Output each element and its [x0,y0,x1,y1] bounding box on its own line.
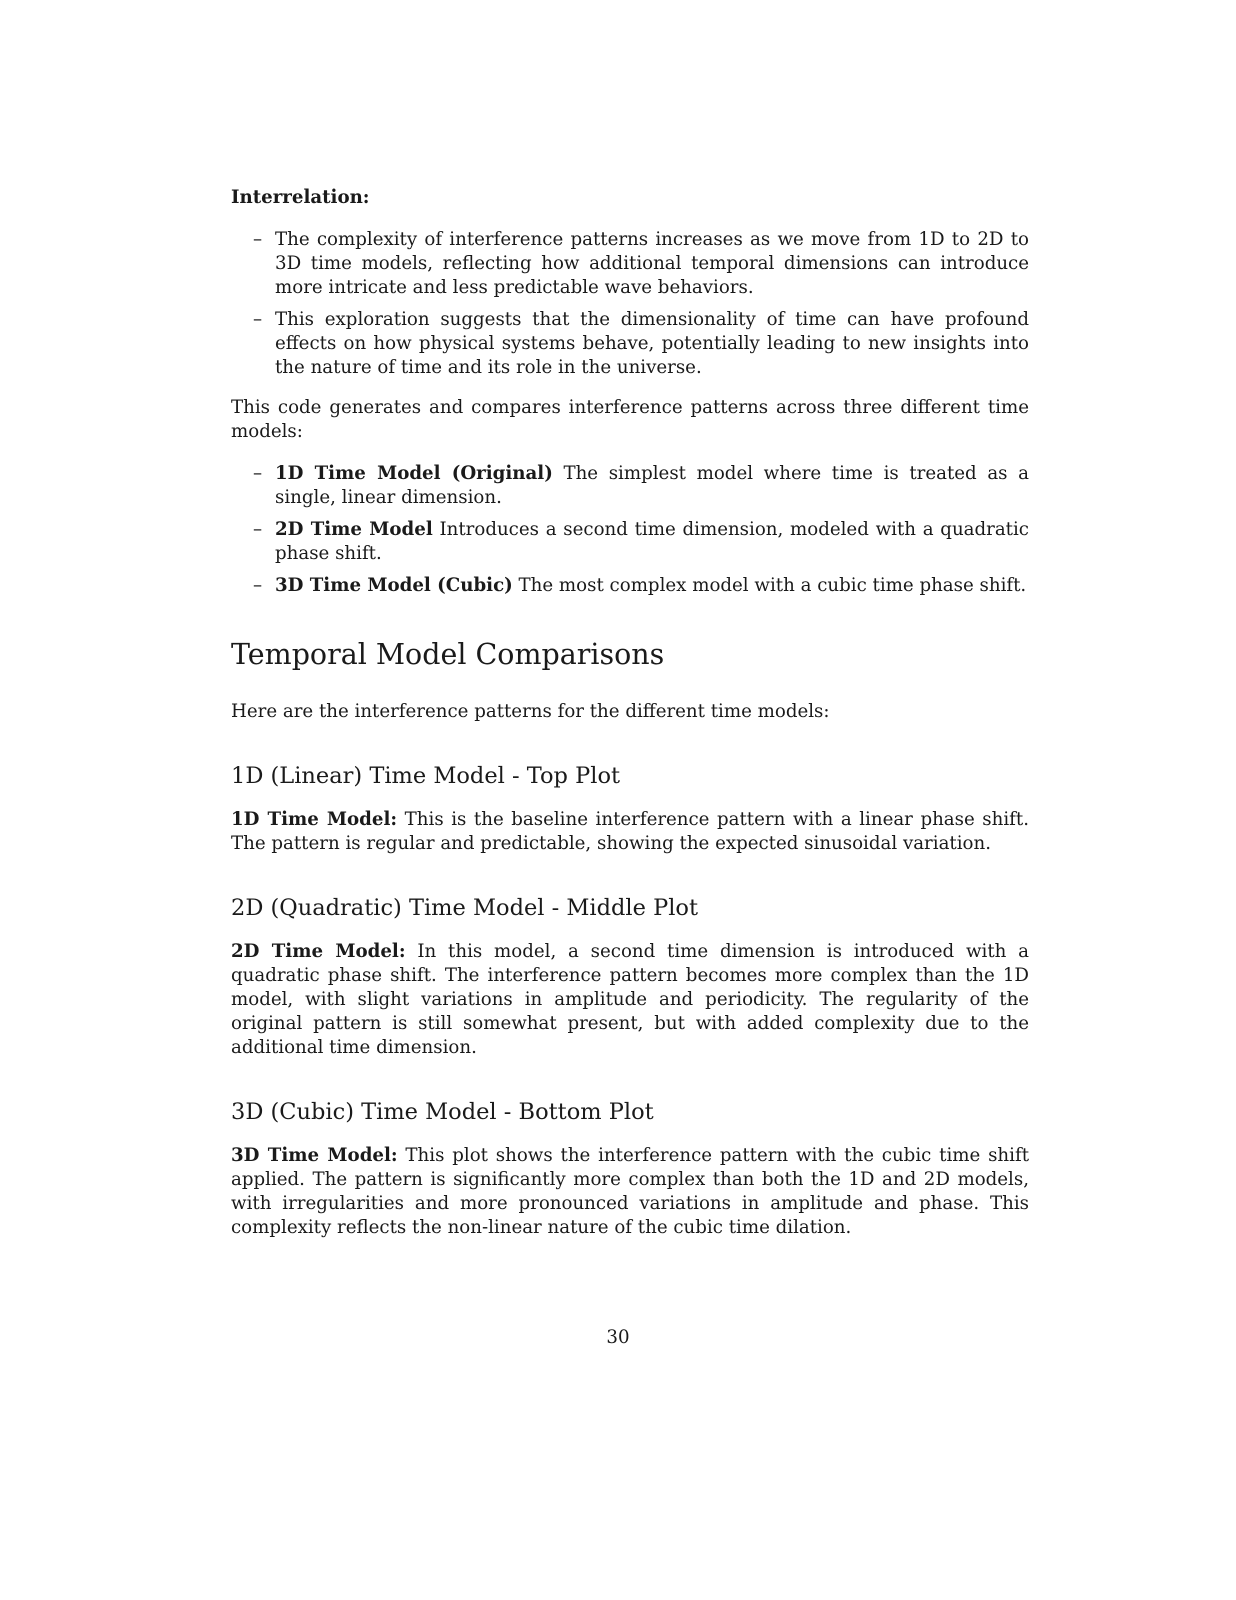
list-item [231,574,1029,598]
dash-bullet: – [253,463,263,484]
model-label: 2D Time Model [275,519,433,540]
paragraph-label: 2D Time Model: [231,941,406,962]
subsection-paragraph [231,808,1029,856]
section-intro: Here are the interference patterns for the different time models: [231,701,830,722]
subsection-paragraph [231,940,1029,1060]
model-text: The simplest model where time is treated as a single, linear dimension. [275,463,1029,508]
list-item [231,518,1029,566]
subsection-title: 1D (Linear) Time Model - Top Plot [231,763,621,789]
dash-bullet: – [253,575,263,596]
subsection-title: 3D (Cubic) Time Model - Bottom Plot [231,1099,654,1125]
dash-bullet: – [253,309,263,330]
model-text: Introduces a second time dimension, modeled with a quadratic phase shift. [275,519,1029,564]
dash-bullet: – [253,229,263,250]
subsection-paragraph [231,1144,1029,1240]
page-number: 30 [606,1327,630,1348]
dash-bullet: – [253,519,263,540]
model-label: 3D Time Model (Cubic) [275,575,513,596]
interrelation-heading: Interrelation: [231,187,370,208]
list-item-text: The complexity of interference patterns increases as we move from 1D to 2D to 3D time models, reflecting how additional temporal dimensions can introduce more intricate and less predictable wave behaviors. [275,229,1029,298]
interrelation-list [231,228,1029,380]
subsection-title: 2D (Quadratic) Time Model - Middle Plot [231,895,699,921]
paragraph-text: This plot shows the interference pattern with the cubic time shift applied. The pattern is significantly more complex than both the 1D and 2D models, with irregularities and more pronounced variations in amplitude and phase. This complexity reflects the non-linear nature of the cubic time dilation. [231,1145,1029,1238]
page-content [231,186,1029,1240]
paragraph-label: 1D Time Model: [231,809,398,830]
list-item-text: This exploration suggests that the dimensionality of time can have profound effects on how physical systems behave, potentially leading to new insights into the nature of time and its role in the universe. [275,309,1029,378]
model-text: The most complex model with a cubic time phase shift. [512,575,1027,596]
paragraph-text: In this model, a second time dimension is introduced with a quadratic phase shift. The interference pattern becomes more complex than the 1D model, with slight variations in amplitude and periodicity. The regularity of the original pattern is still somewhat present, but with added complexity due to the additional time dimension. [231,941,1029,1058]
models-intro: This code generates and compares interference patterns across three different time models: [231,397,1029,442]
list-item [231,228,1029,300]
list-item [231,308,1029,380]
model-label: 1D Time Model (Original) [275,463,553,484]
paragraph-label: 3D Time Model: [231,1145,398,1166]
section-title: Temporal Model Comparisons [231,638,665,671]
list-item [231,462,1029,510]
models-list [231,462,1029,598]
paragraph-text: This is the baseline interference pattern with a linear phase shift. The pattern is regular and predictable, showing the expected sinusoidal variation. [231,809,1029,854]
